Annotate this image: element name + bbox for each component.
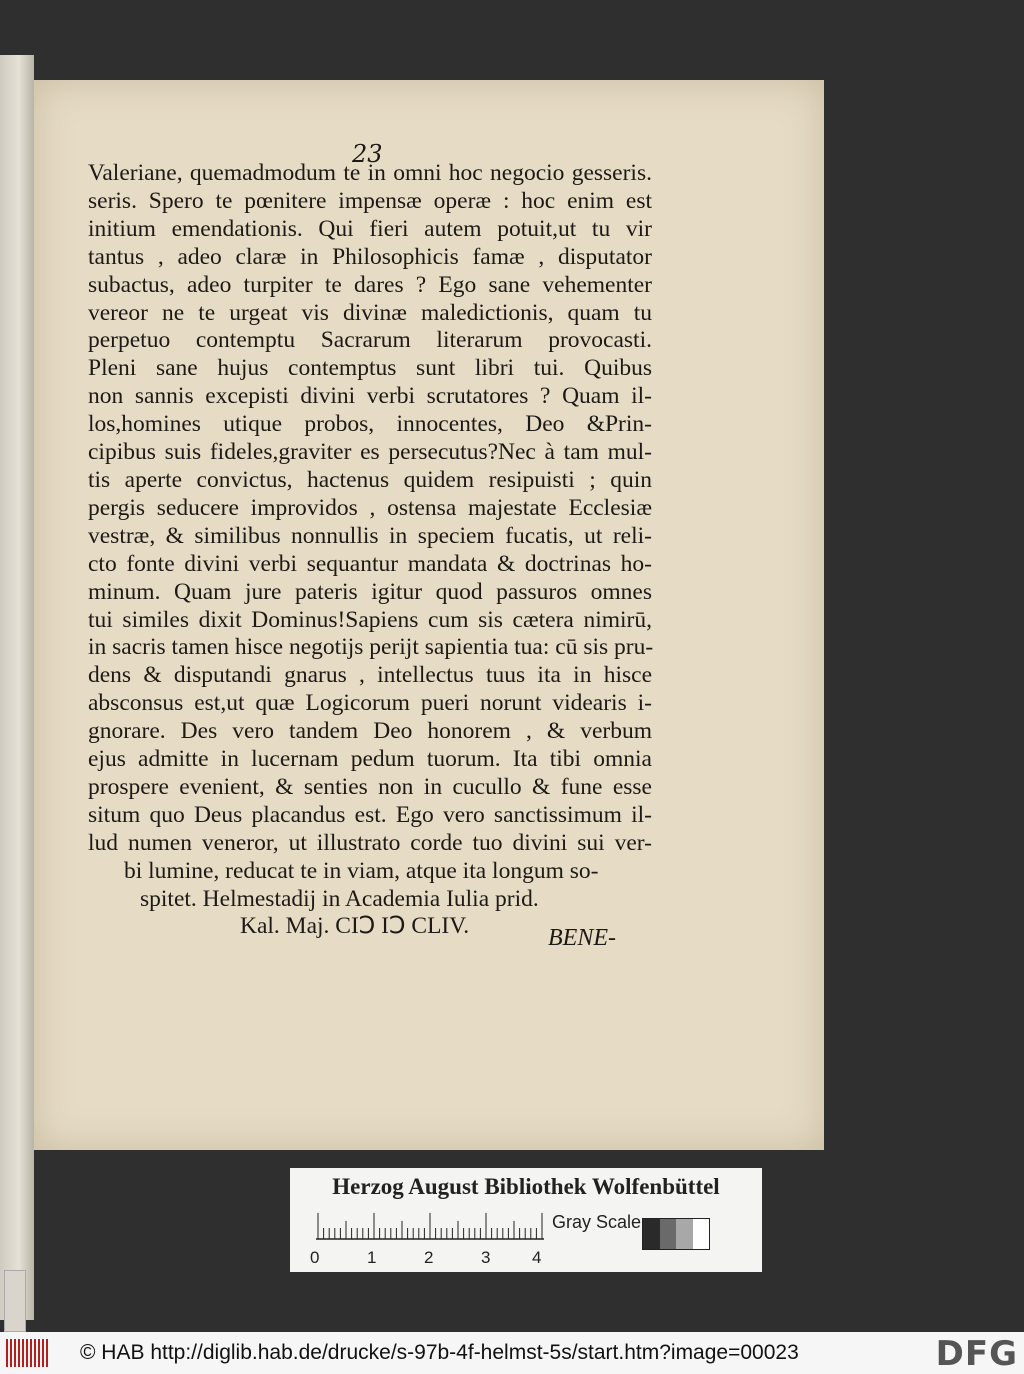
text-line: seris. Spero te pœnitere impensæ operæ : hoc enim est — [88, 187, 652, 214]
text-line: in sacris tamen hisce negotijs perijt sapientia tua: cū sis pru- — [88, 634, 654, 661]
text-line: Valeriane, quemadmodum te in omni hoc negocio gesseris. — [88, 160, 652, 186]
text-line: absconsus est,ut quæ Logicorum pueri norunt videaris i- — [88, 690, 652, 717]
page-tab — [4, 1270, 26, 1332]
text-line: prospere evenient, & senties non in cucullo & fune esse — [88, 773, 652, 800]
barcode-icon — [6, 1339, 50, 1367]
previous-page-edge — [0, 55, 34, 1320]
page-text — [88, 160, 652, 941]
text-line: non sannis excepisti divini verbi scrutatores ? Quam il- — [88, 383, 652, 410]
text-line: vereor ne te urgeat vis divinæ maledictionis, quam tu — [88, 299, 652, 326]
text-line: Pleni sane hujus contemptus sunt libri tui. Quibus — [88, 355, 652, 382]
text-line: subactus, adeo turpiter te dares ? Ego sane vehementer — [88, 271, 652, 298]
text-line: los,homines utique probos, innocentes, Deo &Prin- — [88, 411, 652, 438]
text-line: initium emendationis. Qui fieri autem potuit,ut tu vir — [88, 215, 652, 242]
dfg-logo: DFG — [935, 1334, 1018, 1374]
gray-scale-label: Gray Scale — [552, 1212, 642, 1232]
text-line: bi lumine, reducat te in viam, atque ita longum so- — [124, 857, 599, 884]
text-line: tantus , adeo claræ in Philosophicis famæ , disputator — [88, 243, 652, 270]
text-line: Kal. Maj. CIↃ IↃ CLIV. — [240, 913, 470, 940]
text-line: pergis seducere improvidos , ostensa majestate Ecclesiæ — [88, 494, 652, 521]
text-line: vestræ, & similibus nonnullis in speciem fucatis, ut reli- — [88, 522, 652, 549]
catchword: BENE- — [548, 925, 616, 951]
ruler-label: 3 — [481, 1248, 491, 1267]
ruler — [316, 1212, 544, 1240]
ruler-label: 1 — [367, 1248, 377, 1267]
footer-url: © HAB http://diglib.hab.de/drucke/s-97b-4f-helmst-5s/start.htm?image=00023 — [80, 1341, 799, 1364]
text-line: lud numen veneror, ut illustrato corde tuo divini sui ver- — [88, 829, 652, 856]
text-line: ejus admitte in lucernam pedum tuorum. Ita tibi omnia — [88, 746, 652, 773]
text-line: perpetuo contemptu Sacrarum literarum provocasti. — [88, 327, 652, 354]
text-line: cto fonte divini verbi sequantur mandata & doctrinas ho- — [88, 550, 652, 577]
ruler-label: 0 — [310, 1248, 320, 1267]
text-line: tui similes dixit Dominus!Sapiens cum sis cætera nimirū, — [88, 606, 652, 633]
gray-scale-swatch — [642, 1218, 710, 1250]
ruler-label: 2 — [424, 1248, 434, 1267]
text-line: minum. Quam jure pateris igitur quod passuros omnes — [88, 578, 652, 605]
text-line: cipibus suis fideles,graviter es persecutus?Nec à tam mul- — [88, 439, 652, 466]
color-scale-card — [290, 1168, 762, 1272]
text-line: spitet. Helmestadij in Academia Iulia prid. — [140, 885, 539, 912]
page-number: 23 — [352, 140, 383, 168]
footer-bar — [0, 1332, 1024, 1374]
text-line: tis aperte convictus, hactenus quidem resipuisti ; quin — [88, 466, 652, 493]
library-name: Herzog August Bibliothek Wolfenbüttel — [332, 1174, 720, 1199]
ruler-label: 4 — [532, 1248, 542, 1267]
text-line: dens & disputandi gnarus , intellectus tuus ita in hisce — [88, 662, 652, 689]
text-line: situm quo Deus placandus est. Ego vero sanctissimum il- — [88, 801, 652, 828]
text-line: gnorare. Des vero tandem Deo honorem , & verbum — [88, 718, 652, 745]
